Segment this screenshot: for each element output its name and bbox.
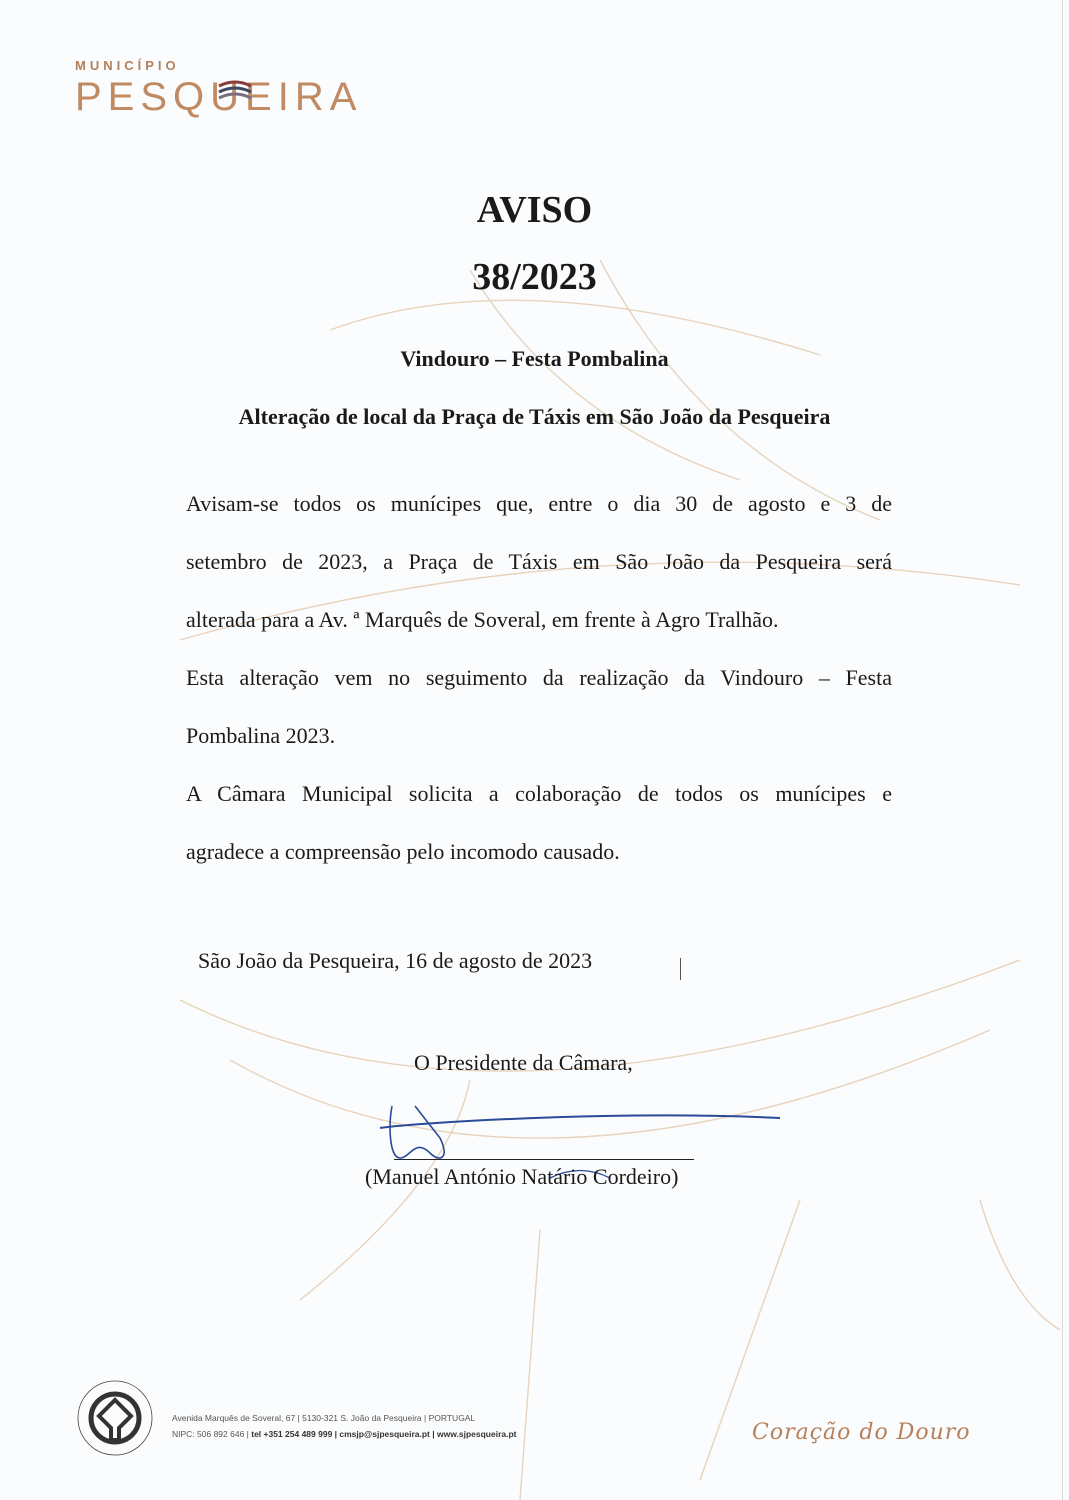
footer-address: Avenida Marquês de Soveral, 67 | 5130-321 S. João da Pesqueira | PORTUGAL <box>172 1413 476 1423</box>
notice-subject: Alteração de local da Praça de Táxis em São João da Pesqueira <box>238 404 831 429</box>
wine-glass-icon <box>215 72 255 132</box>
footer-contacts: tel +351 254 489 999 | cmsjp@sjpesqueira.pt | www.sjpesqueira.pt <box>251 1429 517 1439</box>
signatory-name: (Manuel António Natário Cordeiro) <box>365 1164 679 1189</box>
logo-subtitle: MUNICÍPIO <box>75 58 180 73</box>
municipality-logo <box>75 58 362 119</box>
notice-number: 38/2023 <box>472 256 597 298</box>
body-line: agradece a compreensão pelo incomodo causado. <box>186 839 620 864</box>
place-and-date: São João da Pesqueira, 16 de agosto de 2023 <box>198 948 593 973</box>
body-line: Esta alteração vem no seguimento da realização da Vindouro – Festa <box>186 665 892 690</box>
footer-nipc: NIPC: 506 892 646 | <box>172 1429 252 1439</box>
body-line: Avisam-se todos os munícipes que, entre o dia 30 de agosto e 3 de <box>186 491 892 516</box>
world-heritage-seal-icon <box>75 1378 155 1458</box>
event-subtitle: Vindouro – Festa Pombalina <box>400 346 669 371</box>
text-cursor <box>680 958 681 980</box>
notice-body <box>186 475 892 881</box>
body-line: Pombalina 2023. <box>186 723 336 748</box>
tagline: Coração do Douro <box>752 1420 971 1445</box>
body-line: A Câmara Municipal solicita a colaboração de todos os munícipes e <box>186 781 892 806</box>
notice-title: AVISO <box>476 189 593 231</box>
body-line: setembro de 2023, a Praça de Táxis em São João da Pesqueira será <box>186 549 892 574</box>
signatory-role: O Presidente da Câmara, <box>414 1050 633 1075</box>
footer-contact <box>172 1410 517 1442</box>
logo-title: PESQUEIRA <box>75 75 363 119</box>
signature-line <box>394 1159 694 1160</box>
body-line: alterada para a Av. ª Marquês de Soveral, em frente à Agro Tralhão. <box>186 607 779 632</box>
